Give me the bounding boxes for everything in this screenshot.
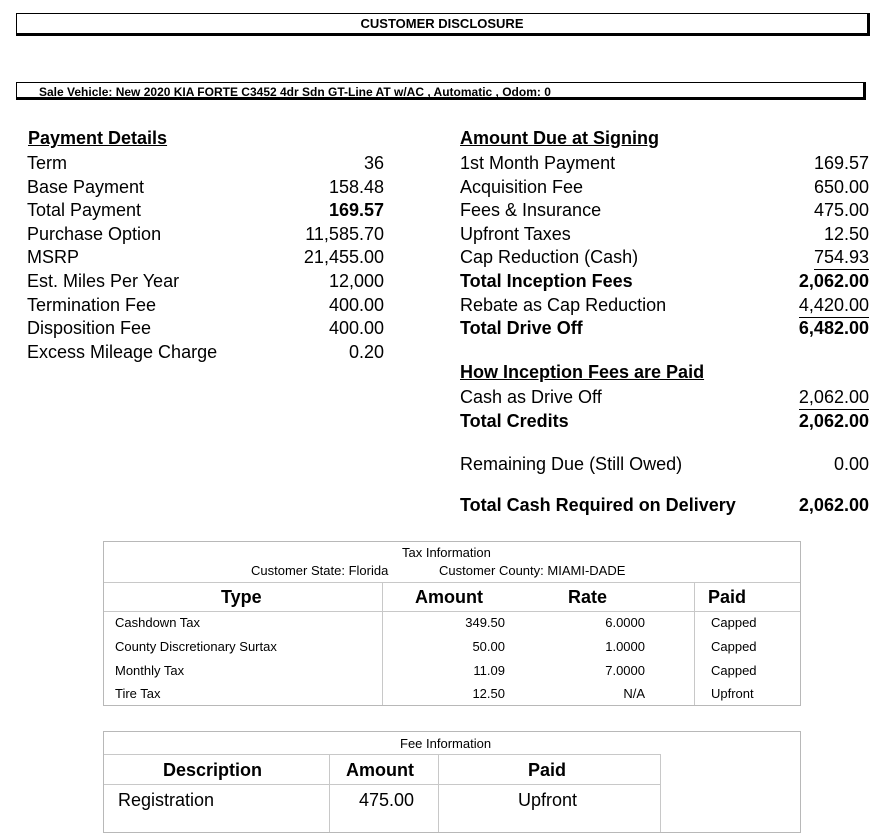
total-cash-label: Total Cash Required on Delivery	[460, 495, 736, 515]
fee-info-title: Fee Information	[400, 736, 492, 751]
payment-row-label: Total Payment	[27, 200, 142, 221]
tax-cell: 7.0000	[605, 662, 645, 678]
sale-vehicle-banner: Sale Vehicle: New 2020 KIA FORTE C3452 4dr Sdn GT-Line AT w/AC , Automatic , Odom: 0	[16, 82, 866, 100]
due-row-value: 754.93	[814, 245, 869, 270]
due-row-label: Total Drive Off	[460, 318, 583, 339]
payment-row	[27, 316, 384, 340]
payment-row-value: 36	[363, 153, 384, 173]
fee-cell: Upfront	[518, 790, 578, 810]
fee-col-description: Description	[163, 760, 263, 780]
due-row	[460, 198, 869, 222]
inception-paid-heading: How Inception Fees are Paid	[460, 362, 705, 382]
due-row-label: Acquisition Fee	[460, 176, 584, 197]
payment-row-label: Est. Miles Per Year	[27, 271, 180, 291]
payment-row-value: 21,455.00	[303, 247, 384, 268]
tax-cell: Capped	[711, 662, 757, 678]
divider	[438, 754, 439, 832]
divider	[382, 582, 383, 705]
payment-row	[27, 151, 384, 175]
paid-row-label: Total Credits	[460, 411, 569, 431]
due-row-label: Upfront Taxes	[460, 223, 571, 244]
tax-cell: Monthly Tax	[115, 662, 185, 678]
due-row-label: Cap Reduction (Cash)	[460, 247, 639, 268]
tax-cell: Capped	[711, 638, 757, 654]
tax-col-type: Type	[221, 587, 262, 607]
payment-row	[27, 198, 384, 222]
tax-cell: 11.09	[473, 662, 505, 678]
tax-info-title: Tax Information	[402, 545, 491, 560]
payment-row-label: Termination Fee	[27, 294, 157, 315]
payment-row-value: 158.48	[328, 176, 384, 197]
payment-row-value: 0.20	[348, 341, 384, 362]
payment-row-value: 12,000	[328, 271, 384, 291]
due-row-label: Fees & Insurance	[460, 200, 602, 221]
total-cash-value: 2,062.00	[798, 495, 869, 515]
due-row-value: 650.00	[813, 176, 869, 197]
due-row-value: 2,062.00	[798, 271, 869, 291]
total-cash-row	[460, 493, 869, 517]
paid-row	[460, 385, 869, 409]
payment-row-label: Excess Mileage Charge	[27, 341, 218, 362]
tax-cell: 12.50	[472, 686, 505, 702]
tax-col-paid: Paid	[708, 587, 747, 607]
remaining-due-value: 0.00	[833, 454, 869, 474]
fee-col-paid: Paid	[528, 760, 567, 780]
remaining-due-row	[460, 452, 869, 476]
due-row-value: 475.00	[813, 200, 869, 221]
divider	[104, 754, 660, 755]
fee-col-amount: Amount	[346, 760, 414, 780]
due-row	[460, 245, 869, 269]
payment-row-value: 400.00	[328, 318, 384, 339]
divider	[660, 754, 661, 832]
customer-state-value: Florida	[348, 563, 389, 578]
remaining-due-label: Remaining Due (Still Owed)	[460, 454, 683, 474]
customer-state	[251, 563, 388, 578]
tax-cell: Upfront	[711, 686, 754, 702]
payment-row-value: 169.57	[328, 200, 384, 221]
divider	[104, 611, 800, 612]
amount-due-heading: Amount Due at Signing	[460, 128, 659, 148]
paid-row-value: 2,062.00	[799, 385, 869, 410]
payment-details-heading: Payment Details	[28, 128, 168, 148]
due-row	[460, 175, 869, 199]
fee-cell: Registration	[118, 790, 215, 810]
due-row-label: Total Inception Fees	[460, 271, 633, 291]
payment-row-value: 11,585.70	[305, 223, 384, 244]
divider	[329, 754, 330, 832]
payment-row-label: MSRP	[27, 247, 80, 268]
customer-county-label: Customer County:	[439, 563, 544, 578]
due-row-value: 4,420.00	[799, 293, 869, 318]
due-row	[460, 293, 869, 317]
payment-row-label: Term	[27, 153, 67, 173]
due-row-label: 1st Month Payment	[460, 153, 616, 173]
tax-col-rate: Rate	[568, 587, 608, 607]
customer-county-value: MIAMI-DADE	[547, 563, 626, 578]
customer-county	[439, 563, 625, 578]
due-row-label: Rebate as Cap Reduction	[460, 294, 667, 315]
payment-row	[27, 222, 384, 246]
tax-cell: 1.0000	[605, 638, 645, 654]
disclosure-title: CUSTOMER DISCLOSURE	[16, 13, 870, 36]
paid-row-value: 2,062.00	[798, 411, 869, 431]
payment-row	[27, 293, 384, 317]
tax-cell: Tire Tax	[115, 686, 161, 702]
due-row-value: 169.57	[813, 153, 869, 173]
paid-row-label: Cash as Drive Off	[460, 387, 602, 407]
due-row-value: 6,482.00	[798, 318, 869, 339]
customer-state-label: Customer State:	[251, 563, 345, 578]
due-row	[460, 316, 869, 340]
tax-cell: 6.0000	[605, 615, 645, 630]
tax-cell: Capped	[711, 615, 757, 630]
fee-info-table	[103, 731, 801, 833]
tax-cell: County Discretionary Surtax	[115, 638, 277, 654]
tax-cell: N/A	[623, 686, 645, 702]
tax-col-amount: Amount	[415, 587, 483, 607]
due-row	[460, 222, 869, 246]
tax-cell: Cashdown Tax	[115, 615, 201, 630]
payment-row	[27, 245, 384, 269]
payment-row	[27, 175, 384, 199]
due-row	[460, 269, 869, 293]
payment-row-label: Disposition Fee	[27, 318, 152, 339]
tax-cell: 50.00	[472, 638, 505, 654]
divider	[104, 784, 660, 785]
payment-row-label: Base Payment	[27, 176, 145, 197]
divider	[104, 582, 800, 583]
due-row	[460, 151, 869, 175]
divider	[694, 582, 695, 705]
payment-row-value: 400.00	[328, 294, 384, 315]
tax-info-table	[103, 541, 801, 706]
payment-row-label: Purchase Option	[27, 223, 162, 244]
payment-row	[27, 269, 384, 293]
payment-row	[27, 340, 384, 364]
tax-cell: 349.50	[465, 615, 505, 630]
due-row-value: 12.50	[823, 223, 869, 244]
fee-cell: 475.00	[359, 790, 415, 810]
paid-row	[460, 409, 869, 433]
